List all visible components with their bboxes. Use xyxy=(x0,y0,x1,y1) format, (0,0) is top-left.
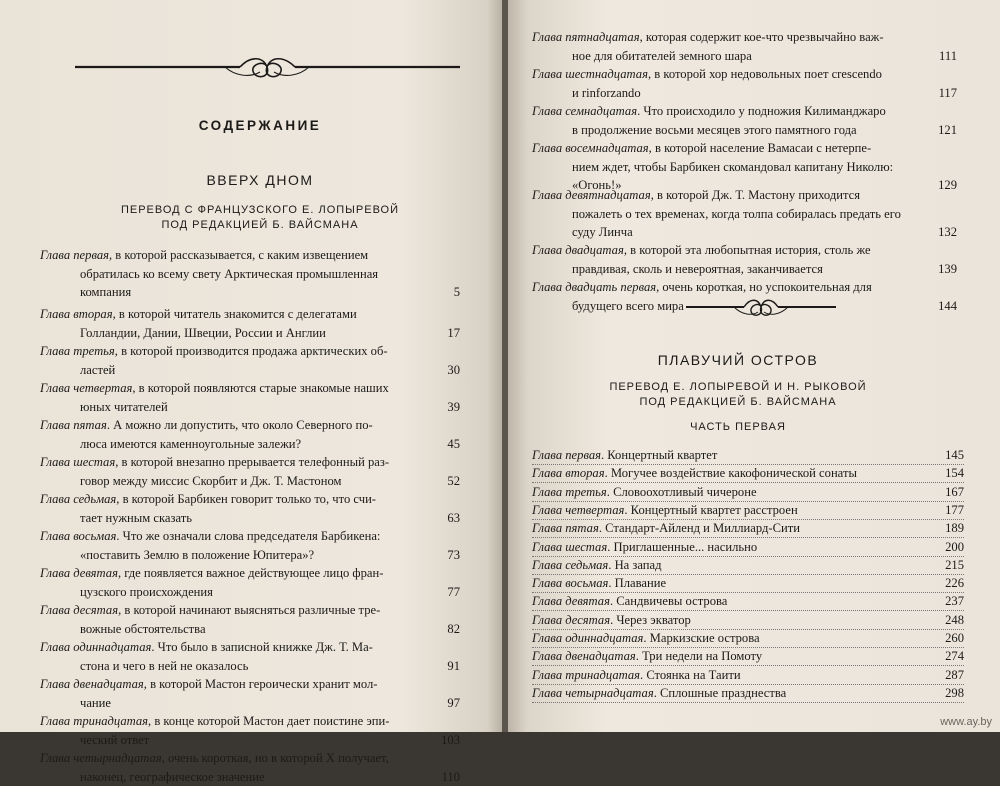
chapter-label: Глава восемнадцатая xyxy=(532,141,649,155)
chapter-label: Глава четырнадцатая xyxy=(40,751,162,765)
page-number: 91 xyxy=(447,657,460,676)
toc-entry xyxy=(40,305,460,342)
page-number: 260 xyxy=(945,629,964,647)
page-number: 63 xyxy=(447,509,460,528)
page-number: 17 xyxy=(447,324,460,343)
page-number: 103 xyxy=(441,731,460,750)
chapter-label: Глава седьмая xyxy=(532,558,608,572)
chapter-label: Глава третья xyxy=(532,485,607,499)
translator-line: ПЕРЕВОД С ФРАНЦУЗСКОГО Е. ЛОПЫРЕВОЙ xyxy=(0,203,520,218)
chapter-description-cont: правдивая, сколь и невероятная, заканчивается xyxy=(532,260,957,279)
toc-entry xyxy=(40,453,460,490)
page-number: 30 xyxy=(447,361,460,380)
chapter-label: Глава шестая xyxy=(40,455,115,469)
chapter-label: Глава десятая xyxy=(40,603,118,617)
chapter-label: Глава четырнадцатая xyxy=(532,686,654,700)
chapter-label: Глава четвертая xyxy=(532,503,624,517)
chapter-description-cont: цузского происхождения xyxy=(40,583,460,602)
chapter-description-cont: чание xyxy=(40,694,460,713)
chapter-description: , в конце которой Мастон дает поистине эпи- xyxy=(148,714,389,728)
page-number: 73 xyxy=(447,546,460,565)
chapter-row xyxy=(532,574,964,593)
chapter-description: , в которой читатель знакомится с делегатами xyxy=(113,307,357,321)
page-number: 110 xyxy=(442,768,460,786)
chapter-description: , которая содержит кое-что чрезвычайно важ- xyxy=(640,30,884,44)
chapter-title: . Три недели на Помоту xyxy=(636,649,762,663)
chapter-description-cont: тает нужным сказать xyxy=(40,509,460,528)
chapter-label: Глава первая xyxy=(40,248,109,262)
page-number: 144 xyxy=(938,297,957,316)
chapter-row xyxy=(532,647,964,666)
page-number: 154 xyxy=(945,464,964,482)
chapter-label: Глава пятая xyxy=(40,418,107,432)
translation-note-2 xyxy=(508,380,968,410)
part-heading: ЧАСТЬ ПЕРВАЯ xyxy=(508,420,968,435)
chapter-label: Глава двенадцатая xyxy=(532,649,636,663)
chapter-row xyxy=(532,684,964,703)
chapter-description: , очень короткая, но успокоительная для xyxy=(656,280,872,294)
chapter-description-cont: говор между миссис Скорбит и Дж. Т. Мастоном xyxy=(40,472,460,491)
translator-line-2: ПЕРЕВОД Е. ЛОПЫРЕВОЙ И Н. РЫКОВОЙ xyxy=(508,380,968,395)
chapter-description: , в которой производится продажа арктических об- xyxy=(115,344,388,358)
chapter-description: . Что происходило у подножия Килиманджаро xyxy=(637,104,886,118)
chapter-row xyxy=(532,611,964,630)
chapter-row xyxy=(532,446,964,465)
chapter-label: Глава одиннадцатая xyxy=(532,631,643,645)
chapter-row xyxy=(532,538,964,557)
page-number: 77 xyxy=(447,583,460,602)
chapter-description: . Что же означали слова председателя Барбикена: xyxy=(116,529,380,543)
chapter-label: Глава вторая xyxy=(532,466,605,480)
chapter-row xyxy=(532,483,964,502)
toc-entry xyxy=(40,527,460,564)
page-number: 237 xyxy=(945,592,964,610)
chapter-description: , в которой Барбикен говорит только то, что счи- xyxy=(116,492,376,506)
chapter-title: . Стоянка на Таити xyxy=(640,668,741,682)
page-number: 121 xyxy=(938,121,957,140)
page-number: 145 xyxy=(945,446,964,464)
chapter-description-cont: вожные обстоятельства xyxy=(40,620,460,639)
chapter-label: Глава седьмая xyxy=(40,492,116,506)
toc-entry xyxy=(40,379,460,416)
page-number: 5 xyxy=(454,283,460,302)
chapter-row xyxy=(532,592,964,611)
page-number: 226 xyxy=(945,574,964,592)
toc-entry xyxy=(40,416,460,453)
contents-heading: СОДЕРЖАНИЕ xyxy=(0,118,520,133)
chapter-description: , где появляется важное действующее лицо фран- xyxy=(118,566,383,580)
chapter-title: . На запад xyxy=(608,558,661,572)
ornament-top xyxy=(75,54,460,84)
chapter-description: , в которой население Вамасаи с нетерпе- xyxy=(649,141,872,155)
chapter-label: Глава тринадцатая xyxy=(532,668,640,682)
chapter-description: . Что было в записной книжке Дж. Т. Ма- xyxy=(151,640,373,654)
chapter-description: , в которой эта любопытная история, столь же xyxy=(624,243,871,257)
page-number: 117 xyxy=(939,84,957,103)
page-number: 287 xyxy=(945,666,964,684)
page-number: 177 xyxy=(945,501,964,519)
chapter-description-cont: ческий ответ xyxy=(40,731,460,750)
page-number: 39 xyxy=(447,398,460,417)
chapter-description-cont: и rinforzando xyxy=(532,84,957,103)
chapter-row xyxy=(532,556,964,575)
chapter-description: , в которой внезапно прерывается телефонный раз- xyxy=(115,455,389,469)
chapter-label: Глава семнадцатая xyxy=(532,104,637,118)
chapter-label: Глава двадцатая xyxy=(532,243,624,257)
translation-note-1 xyxy=(0,203,520,233)
chapter-label: Глава пятнадцатая xyxy=(532,30,640,44)
toc-entry xyxy=(532,65,957,102)
toc-entry xyxy=(40,749,460,786)
toc-entry xyxy=(40,564,460,601)
chapter-description-cont: стона и чего в ней не оказалось xyxy=(40,657,460,676)
chapter-title: . Стандарт-Айленд и Миллиард-Сити xyxy=(599,521,800,535)
chapter-description-cont: в продолжение восьми месяцев этого памятного года xyxy=(532,121,957,140)
chapter-label: Глава десятая xyxy=(532,613,610,627)
chapter-label: Глава двенадцатая xyxy=(40,677,144,691)
chapter-description-cont: Голландии, Дании, Швеции, России и Англии xyxy=(40,324,460,343)
chapter-label: Глава тринадцатая xyxy=(40,714,148,728)
left-page xyxy=(0,0,502,732)
chapter-description-cont: ное для обитателей земного шара xyxy=(532,47,957,66)
page-number: 298 xyxy=(945,684,964,702)
page-number: 52 xyxy=(447,472,460,491)
chapter-label: Глава первая xyxy=(532,448,601,462)
toc-entry xyxy=(40,490,460,527)
chapter-description: , в которой Дж. Т. Мастону приходится xyxy=(651,188,860,202)
toc-entry xyxy=(40,675,460,712)
page-number: 111 xyxy=(939,47,957,66)
page-number: 167 xyxy=(945,483,964,501)
editor-line-2: ПОД РЕДАКЦИЕЙ Б. ВАЙСМАНА xyxy=(508,395,968,410)
toc-entry xyxy=(40,712,460,749)
toc-entry xyxy=(532,241,957,278)
page-number: 189 xyxy=(945,519,964,537)
chapter-description: , в которой хор недовольных поет crescendo xyxy=(648,67,882,81)
toc-entry xyxy=(40,638,460,675)
chapter-description-cont: ластей xyxy=(40,361,460,380)
chapter-label: Глава шестнадцатая xyxy=(532,67,648,81)
chapter-row xyxy=(532,519,964,538)
toc-entry xyxy=(40,601,460,638)
chapter-label: Глава девятая xyxy=(40,566,118,580)
chapter-label: Глава восьмая xyxy=(40,529,116,543)
book-title-2: ПЛАВУЧИЙ ОСТРОВ xyxy=(508,352,968,368)
chapter-title: . Концертный квартет xyxy=(601,448,717,462)
page-number: 97 xyxy=(447,694,460,713)
chapter-label: Глава одиннадцатая xyxy=(40,640,151,654)
page-number: 200 xyxy=(945,538,964,556)
toc-entry xyxy=(532,186,957,242)
chapter-title: . Плавание xyxy=(608,576,666,590)
chapter-description-cont: юных читателей xyxy=(40,398,460,417)
chapter-description: , в которой начинают выясняться различные тре- xyxy=(118,603,380,617)
chapter-title: . Словоохотливый чичероне xyxy=(607,485,757,499)
chapter-label: Глава девятнадцатая xyxy=(532,188,651,202)
chapter-label: Глава девятая xyxy=(532,594,610,608)
chapter-description-cont: «поставить Землю в положение Юпитера»? xyxy=(40,546,460,565)
page-number: 82 xyxy=(447,620,460,639)
chapter-title: . Концертный квартет расстроен xyxy=(624,503,797,517)
chapter-title: . Приглашенные... насильно xyxy=(607,540,757,554)
chapter-label: Глава третья xyxy=(40,344,115,358)
page-number: 45 xyxy=(447,435,460,454)
chapter-description-cont: нием ждет, чтобы Барбикен скомандовал капитану Николю: «Огонь!» xyxy=(532,158,957,195)
chapter-label: Глава четвертая xyxy=(40,381,132,395)
chapter-description: , в которой рассказывается, с каким извещением xyxy=(109,248,368,262)
page-number: 274 xyxy=(945,647,964,665)
chapter-row xyxy=(532,464,964,483)
chapter-label: Глава вторая xyxy=(40,307,113,321)
chapter-description: . А можно ли допустить, что около Северного по- xyxy=(107,418,373,432)
chapter-title: . Маркизские острова xyxy=(643,631,759,645)
toc-entry xyxy=(40,342,460,379)
watermark: www.ay.by xyxy=(940,716,992,728)
toc-entry xyxy=(40,246,460,302)
chapter-title: . Сплошные празднества xyxy=(654,686,787,700)
page-number: 132 xyxy=(938,223,957,242)
chapter-description-cont: наконец, географическое значение xyxy=(40,768,460,786)
page-number: 215 xyxy=(945,556,964,574)
chapter-label: Глава пятая xyxy=(532,521,599,535)
book-title-1: ВВЕРХ ДНОМ xyxy=(0,172,520,188)
chapter-description-cont: будущего всего мира xyxy=(532,297,957,316)
chapter-row xyxy=(532,666,964,685)
chapter-description: , в которой Мастон героически хранит мол- xyxy=(144,677,378,691)
page-number: 129 xyxy=(938,176,957,195)
chapter-label: Глава шестая xyxy=(532,540,607,554)
chapter-description-cont: люса имеются каменноугольные залежи? xyxy=(40,435,460,454)
chapter-description: , в которой появляются старые знакомые наших xyxy=(132,381,388,395)
chapter-title: . Сандвичевы острова xyxy=(610,594,727,608)
chapter-title: . Через экватор xyxy=(610,613,691,627)
ornament-mid xyxy=(686,296,836,322)
chapter-title: . Могучее воздействие какофонической сонаты xyxy=(605,466,857,480)
chapter-label: Глава восьмая xyxy=(532,576,608,590)
chapter-row xyxy=(532,629,964,648)
chapter-label: Глава двадцать первая xyxy=(532,280,656,294)
chapter-description: , очень короткая, но в которой X получает, xyxy=(162,751,389,765)
toc-entry xyxy=(532,28,957,65)
page-number: 248 xyxy=(945,611,964,629)
right-page xyxy=(508,0,1000,732)
chapter-description-cont: пожалеть о тех временах, когда толпа собиралась предать его суду Линча xyxy=(532,205,957,242)
toc-entry xyxy=(532,102,957,139)
page-number: 139 xyxy=(938,260,957,279)
chapter-description-cont: обратилась ко всему свету Арктическая промышленная компания xyxy=(40,265,460,302)
editor-line: ПОД РЕДАКЦИЕЙ Б. ВАЙСМАНА xyxy=(0,218,520,233)
chapter-row xyxy=(532,501,964,520)
